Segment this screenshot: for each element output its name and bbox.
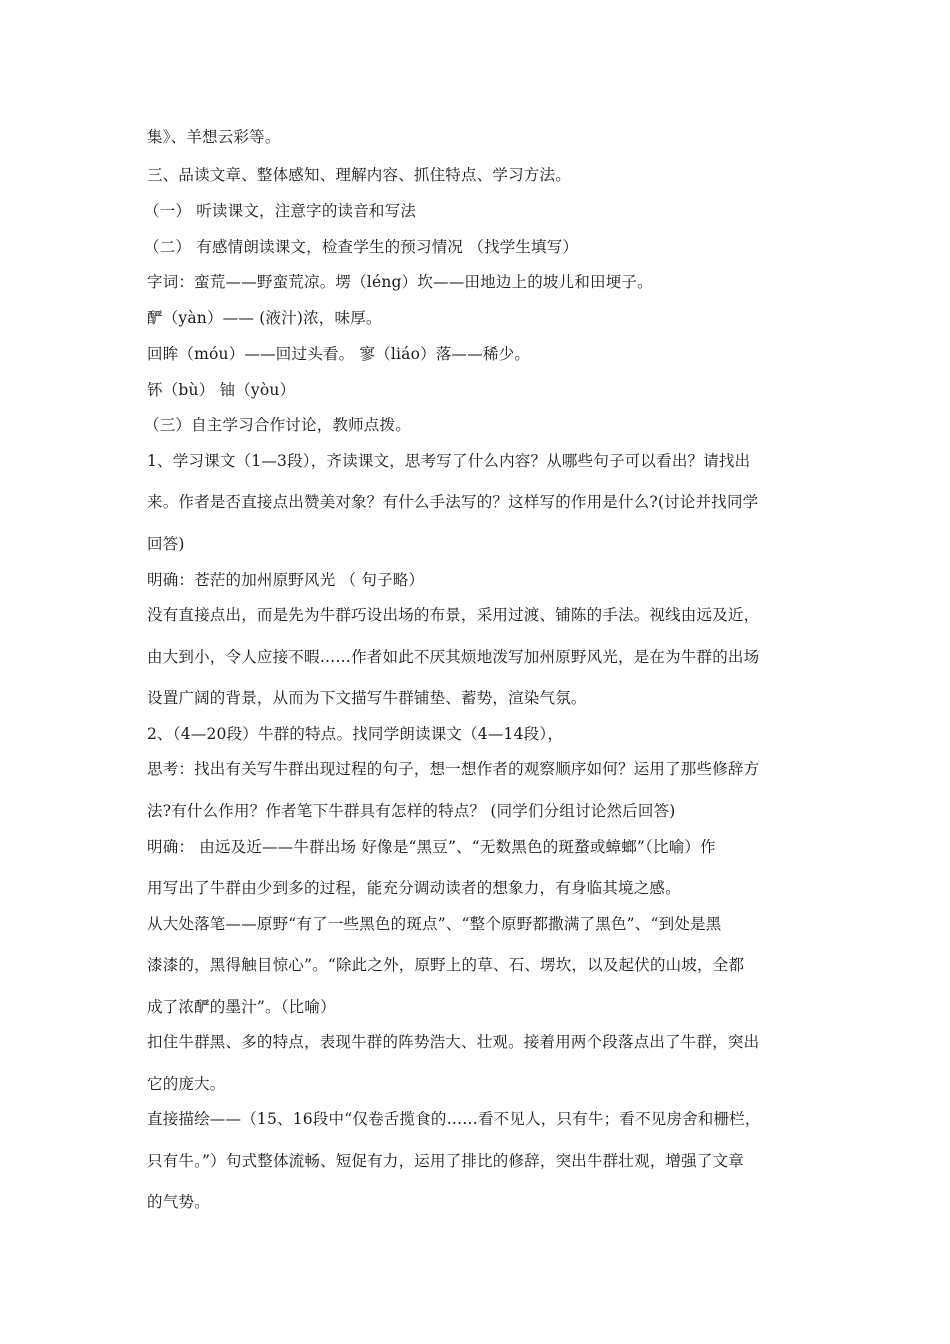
- text-line: 成了浓酽的墨汁”。（比喻）: [147, 998, 336, 1016]
- text-line: 钚（bù） 铀（yòu）: [147, 381, 296, 399]
- text-line: 没有直接点出，而是先为牛群巧设出场的布景，采用过渡、铺陈的手法。视线由远及近，: [147, 606, 760, 624]
- text-line: 字词：蛮荒——野蛮荒凉。塄（léng）坎——田地边上的坡儿和田埂子。: [147, 273, 653, 291]
- text-line: 回答): [147, 535, 185, 553]
- text-line: 直接描绘——（15、16段中“仅卷舌揽食的……看不见人，只有牛；看不见房舍和栅栏，: [147, 1110, 761, 1128]
- text-line: 只有牛。”）句式整体流畅、短促有力，运用了排比的修辞，突出牛群壮观，增强了文章: [147, 1152, 744, 1170]
- text-line: 酽（yàn）—— (液汁)浓，味厚。: [147, 309, 382, 327]
- text-line: 扣住牛群黑、多的特点，表现牛群的阵势浩大、壮观。接着用两个段落点出了牛群，突出: [147, 1033, 760, 1051]
- text-line: 它的庞大。: [147, 1075, 226, 1093]
- text-line: 由大到小，令人应接不暇……作者如此不厌其烦地泼写加州原野风光，是在为牛群的出场: [147, 648, 760, 666]
- subsection-heading: （二） 有感情朗读课文，检查学生的预习情况 （找学生填写）: [144, 238, 579, 256]
- text-line: 从大处落笔——原野“有了一些黑色的斑点”、“整个原野都撒满了黑色”、“到处是黑: [147, 915, 722, 933]
- subsection-heading: （三）自主学习合作讨论，教师点拨。: [144, 416, 411, 434]
- text-line: 用写出了牛群由少到多的过程，能充分调动读者的想象力，有身临其境之感。: [147, 879, 681, 897]
- text-line: 来。作者是否直接点出赞美对象？有什么手法写的？这样写的作用是什么?(讨论并找同学: [147, 493, 759, 511]
- text-line: 2、（4—20段）牛群的特点。找同学朗读课文（4—14段），: [147, 725, 564, 743]
- text-line: 设置广阔的背景，从而为下文描写牛群铺垫、蓄势，渲染气氛。: [147, 689, 587, 707]
- text-line: 明确： 由远及近——牛群出场 好像是“黑豆”、“无数黑色的斑蝥或蟑螂”（比喻）作: [147, 838, 716, 856]
- text-line: 思考：找出有关写牛群出现过程的句子，想一想作者的观察顺序如何？运用了那些修辞方: [147, 760, 760, 778]
- subsection-heading: （一） 听读课文，注意字的读音和写法: [144, 202, 417, 220]
- section-heading: 三、品读文章、整体感知、理解内容、抓住特点、学习方法。: [147, 166, 571, 184]
- text-line: 集》、羊想云彩等。: [147, 128, 281, 146]
- text-line: 法?有什么作用？作者笔下牛群具有怎样的特点？ (同学们分组讨论然后回答): [147, 802, 676, 820]
- text-line: 明确：苍茫的加州原野风光 （ 句子略）: [147, 571, 425, 589]
- text-line: 回眸（móu）——回过头看。 寥（liáo）落——稀少。: [147, 345, 531, 363]
- text-line: 的气势。: [147, 1193, 210, 1211]
- text-line: 漆漆的，黑得触目惊心”。“除此之外，原野上的草、石、塄坎，以及起伏的山坡，全都: [147, 956, 745, 974]
- text-line: 1、学习课文（1—3段），齐读课文，思考写了什么内容？从哪些句子可以看出？请找出: [147, 452, 751, 470]
